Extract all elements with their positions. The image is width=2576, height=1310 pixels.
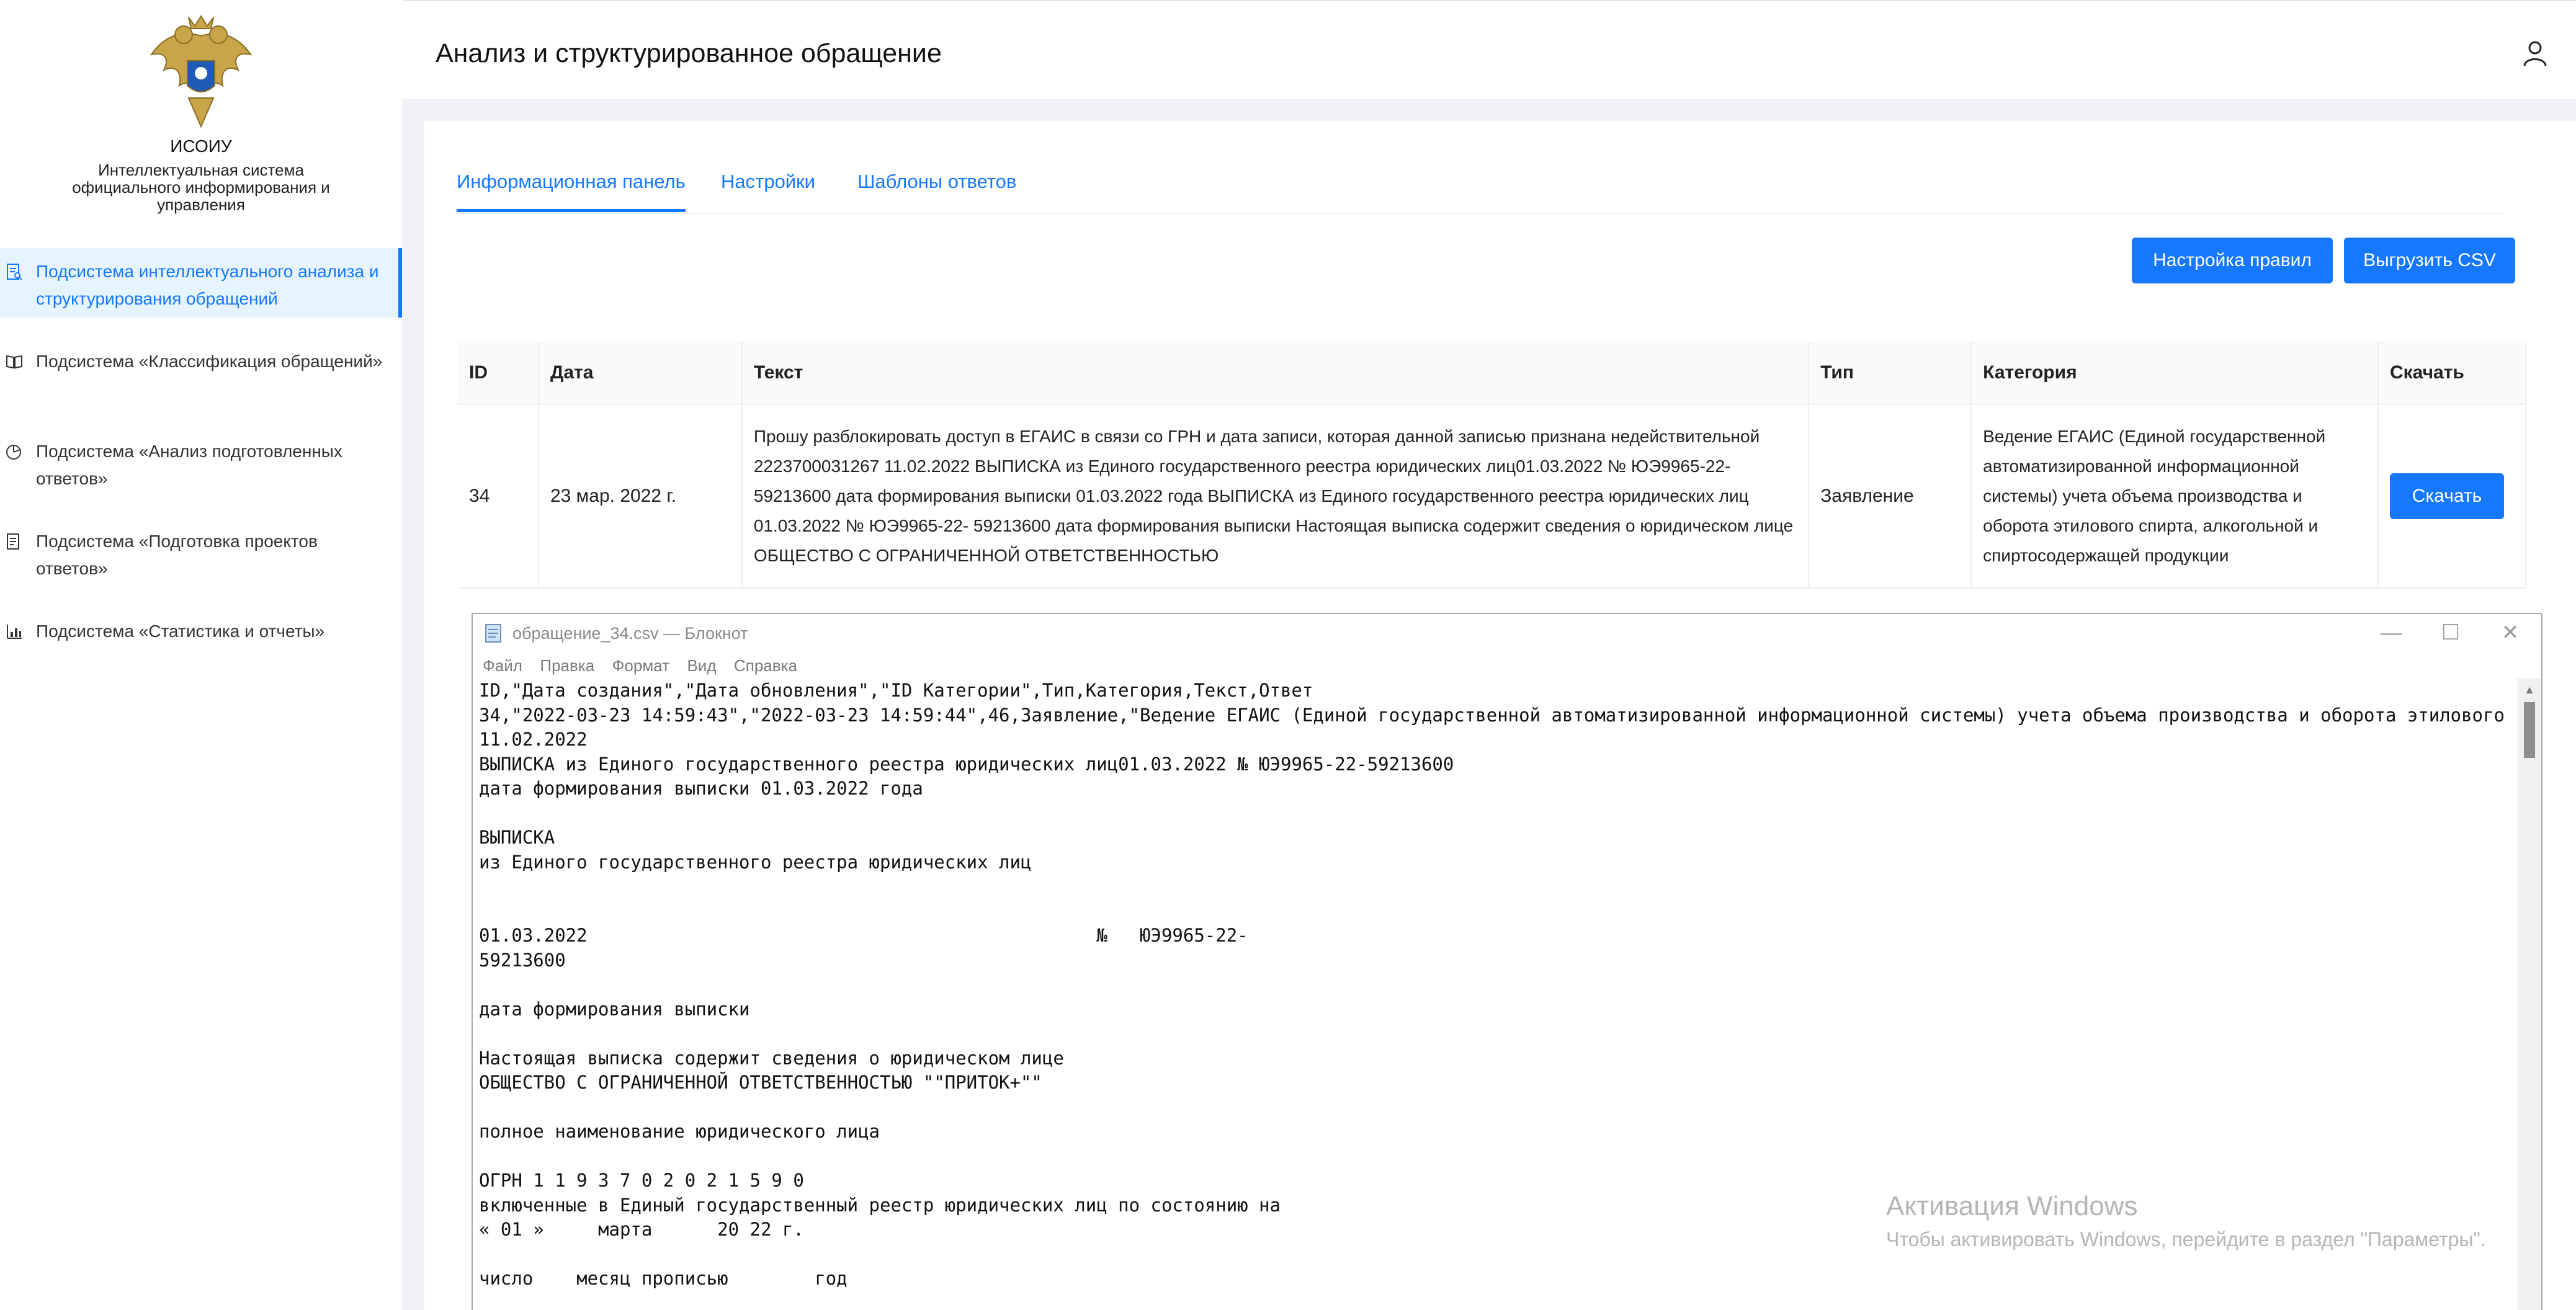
sidebar-item-analysis[interactable] bbox=[0, 248, 402, 318]
sidebar-item-label: Подсистема «Подготовка проектов ответов» bbox=[36, 532, 318, 578]
cell-download bbox=[2378, 404, 2526, 588]
sidebar-item-drafts[interactable] bbox=[0, 518, 402, 587]
activation-title: Активация Windows bbox=[1886, 1191, 2138, 1221]
rules-settings-button[interactable]: Настройка правил bbox=[2132, 238, 2333, 283]
logo-block bbox=[0, 11, 402, 213]
notepad-line: Настоящая выписка содержит сведения о юридическом лице bbox=[479, 1047, 1064, 1069]
user-icon[interactable] bbox=[2520, 38, 2550, 68]
notepad-line: 59213600 bbox=[479, 949, 566, 971]
org-short-name: ИСОИУ bbox=[170, 136, 232, 156]
notepad-line: включенные в Единый государственный реестр юридических лиц по состоянию на bbox=[479, 1194, 1281, 1216]
download-button[interactable]: Скачать bbox=[2390, 473, 2504, 519]
tab-settings[interactable]: Настройки bbox=[721, 171, 816, 192]
book-icon bbox=[5, 352, 24, 370]
sidebar bbox=[0, 0, 402, 1310]
notepad-line: из Единого государственного реестра юридических лиц bbox=[479, 851, 1032, 873]
notepad-line: 11.02.2022 bbox=[479, 729, 588, 750]
scroll-up-arrow-icon[interactable]: ▲ bbox=[2524, 684, 2535, 696]
menu-edit[interactable]: Правка bbox=[540, 656, 595, 675]
sidebar-item-classification[interactable] bbox=[0, 338, 402, 408]
emblem-logo bbox=[145, 11, 257, 130]
notepad-line bbox=[479, 875, 2518, 899]
tabs-bar bbox=[457, 171, 2504, 214]
activation-subtitle: Чтобы активировать Windows, перейдите в раздел "Параметры". bbox=[1886, 1228, 2486, 1250]
appeals-table bbox=[458, 341, 2526, 589]
notepad-line bbox=[479, 1095, 2518, 1120]
notepad-line: дата формирования выписки 01.03.2022 года bbox=[479, 778, 923, 799]
close-button[interactable]: ✕ bbox=[2501, 621, 2520, 644]
notepad-title: обращение_34.csv — Блокнот bbox=[512, 624, 748, 643]
notepad-line: дата формирования выписки bbox=[479, 998, 750, 1020]
menu-help[interactable]: Справка bbox=[733, 656, 797, 675]
sidebar-item-label: Подсистема интеллектуального анализа и структурирования обращений bbox=[36, 262, 379, 308]
menu-view[interactable]: Вид bbox=[687, 656, 717, 675]
sidebar-item-answer-analysis[interactable] bbox=[0, 428, 402, 497]
notepad-line: 34,"2022-03-23 14:59:43","2022-03-23 14:59:44",46,Заявление,"Ведение ЕГАИС (Единой государственной автоматизированной информационной системы) учета объема производства и оборота этилового bbox=[479, 704, 2505, 726]
org-full-name: Интеллектуальная система официального информирования и управления bbox=[72, 161, 330, 214]
column-header-category: Категория bbox=[1971, 341, 2378, 404]
notepad-line: « 01 » марта 20 22 г. bbox=[479, 1219, 804, 1240]
notepad-line bbox=[479, 1144, 2518, 1169]
notepad-line: ОБЩЕСТВО С ОГРАНИЧЕННОЙ ОТВЕТСТВЕННОСТЬЮ ""ПРИТОК+"" bbox=[479, 1072, 1042, 1093]
notepad-line: полное наименование юридического лица bbox=[479, 1121, 880, 1142]
vertical-scrollbar[interactable] bbox=[2518, 679, 2541, 1310]
sidebar-item-statistics[interactable] bbox=[0, 608, 402, 677]
cell-category: Ведение ЕГАИС (Единой государственной автоматизированной информационной системы) учета объема производства и оборота этилового спирта, алкогольной и спиртосодержащей продукции bbox=[1971, 404, 2378, 588]
cell-type: Заявление bbox=[1809, 404, 1971, 588]
minimize-button[interactable]: — bbox=[2381, 621, 2402, 644]
cell-date: 23 мар. 2022 г. bbox=[539, 404, 742, 588]
menu-file[interactable]: Файл bbox=[483, 656, 522, 675]
table-row bbox=[458, 404, 2526, 588]
bar-chart-icon bbox=[5, 622, 24, 640]
export-csv-button[interactable]: Выгрузить CSV bbox=[2344, 238, 2515, 283]
notepad-line: ВЫПИСКА bbox=[479, 827, 555, 848]
column-header-type: Тип bbox=[1809, 341, 1971, 404]
notepad-line bbox=[479, 801, 2518, 826]
cell-text: Прошу разблокировать доступ в ЕГАИС в связи со ГРН и дата записи, которая данной записью признана недействительной 2223700031267 11.02.2022 ВЫПИСКА из Единого государственного реестра юридических лиц01.03.2022 № ЮЭ9965-22-59213600 дата формирования выписки 01.03.2022 года ВЫПИСКА из Единого государственного реестра юридических лиц 01.03.2022 № ЮЭ9965-22- 59213600 дата формирования выписки Настоящая выписка содержит сведения о юридическом лице ОБЩЕСТВО С ОГРАНИЧЕННОЙ ОТВЕТСТВЕННОСТЬЮ bbox=[742, 404, 1809, 588]
notepad-titlebar[interactable] bbox=[473, 614, 2541, 653]
file-edit-icon bbox=[5, 532, 24, 550]
notepad-line: число месяц прописью год bbox=[479, 1268, 847, 1289]
windows-activation-watermark bbox=[1886, 1191, 2486, 1251]
cell-id: 34 bbox=[458, 404, 539, 588]
column-header-id: ID bbox=[458, 341, 539, 404]
notepad-line: ВЫПИСКА из Единого государственного реестра юридических лиц01.03.2022 № ЮЭ9965-22-59213600 bbox=[479, 753, 1454, 775]
notepad-line bbox=[479, 1022, 2518, 1046]
notepad-line bbox=[479, 973, 2518, 997]
sidebar-item-label: Подсистема «Статистика и отчеты» bbox=[36, 622, 325, 641]
notepad-line: ОГРН 1 1 9 3 7 0 2 0 2 1 5 9 0 bbox=[479, 1170, 804, 1191]
column-header-text: Текст bbox=[742, 341, 1809, 404]
sidebar-item-label: Подсистема «Анализ подготовленных ответов» bbox=[36, 442, 342, 488]
maximize-button[interactable]: ☐ bbox=[2441, 621, 2461, 644]
column-header-date: Дата bbox=[539, 341, 742, 404]
pie-chart-icon bbox=[5, 442, 24, 460]
tab-answer-templates[interactable]: Шаблоны ответов bbox=[857, 171, 1017, 192]
sidebar-item-label: Подсистема «Классификация обращений» bbox=[36, 352, 383, 371]
notepad-app-icon bbox=[483, 623, 504, 644]
notepad-line: 01.03.2022 № ЮЭ9965-22- bbox=[479, 925, 1248, 946]
notepad-line bbox=[479, 899, 2518, 924]
tab-dashboard[interactable]: Информационная панель bbox=[457, 171, 686, 212]
document-search-icon bbox=[5, 262, 24, 280]
sidebar-nav bbox=[0, 248, 402, 698]
scrollbar-thumb[interactable] bbox=[2524, 702, 2535, 758]
menu-format[interactable]: Формат bbox=[612, 656, 670, 675]
notepad-line: ID,"Дата создания","Дата обновления","ID Категории",Тип,Категория,Текст,Ответ bbox=[479, 680, 1313, 701]
page-title: Анализ и структурированное обращение bbox=[436, 38, 942, 68]
notepad-menubar bbox=[473, 653, 2541, 679]
column-header-download: Скачать bbox=[2378, 341, 2526, 404]
top-header bbox=[402, 0, 2576, 99]
table-header-row bbox=[458, 341, 2526, 404]
